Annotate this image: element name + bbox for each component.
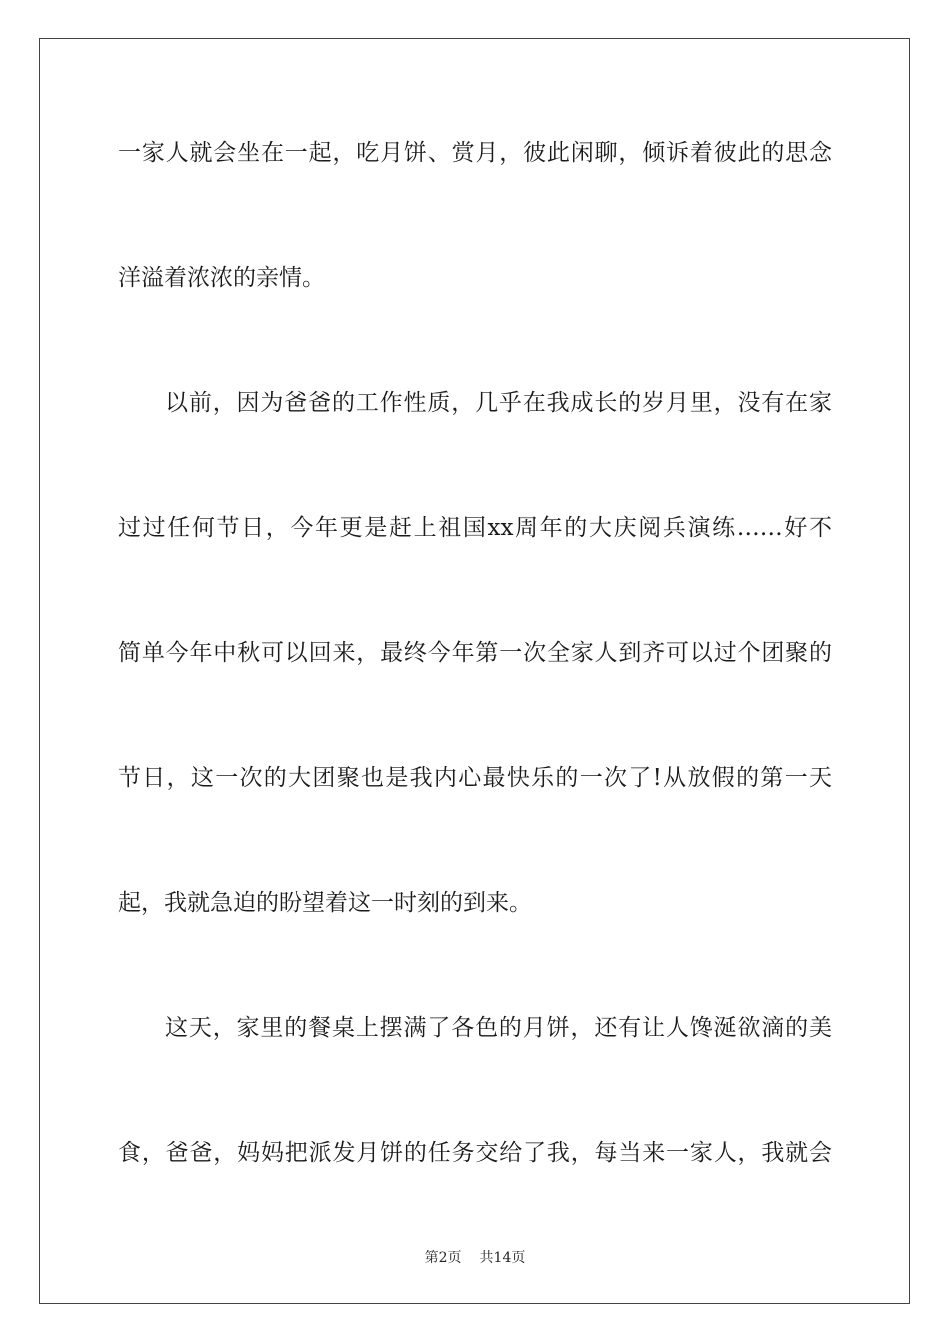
- text-line-9: 食，爸爸，妈妈把派发月饼的任务交给了我，每当来一家人，我就会: [118, 1140, 832, 1166]
- text-line-4: 过过任何节日，今年更是赶上祖国xx周年的大庆阅兵演练……好不: [118, 515, 832, 541]
- text-line-1: 一家人就会坐在一起，吃月饼、赏月，彼此闲聊，倾诉着彼此的思念: [118, 140, 832, 166]
- page-total: 共14页: [479, 1250, 526, 1266]
- page-number: 第2页: [424, 1250, 462, 1266]
- text-line-2: 洋溢着浓浓的亲情。: [118, 265, 325, 291]
- text-line-6: 节日，这一次的大团聚也是我内心最快乐的一次了!从放假的第一天: [118, 765, 832, 791]
- text-line-5: 简单今年中秋可以回来，最终今年第一次全家人到齐可以过个团聚的: [118, 640, 832, 666]
- text-line-7: 起，我就急迫的盼望着这一时刻的到来。: [118, 890, 532, 916]
- text-line-3: 以前，因为爸爸的工作性质，几乎在我成长的岁月里，没有在家: [165, 390, 832, 416]
- page-footer: [0, 1248, 950, 1268]
- page-frame: [39, 38, 910, 1304]
- text-line-8: 这天，家里的餐桌上摆满了各色的月饼，还有让人馋涎欲滴的美: [165, 1015, 832, 1041]
